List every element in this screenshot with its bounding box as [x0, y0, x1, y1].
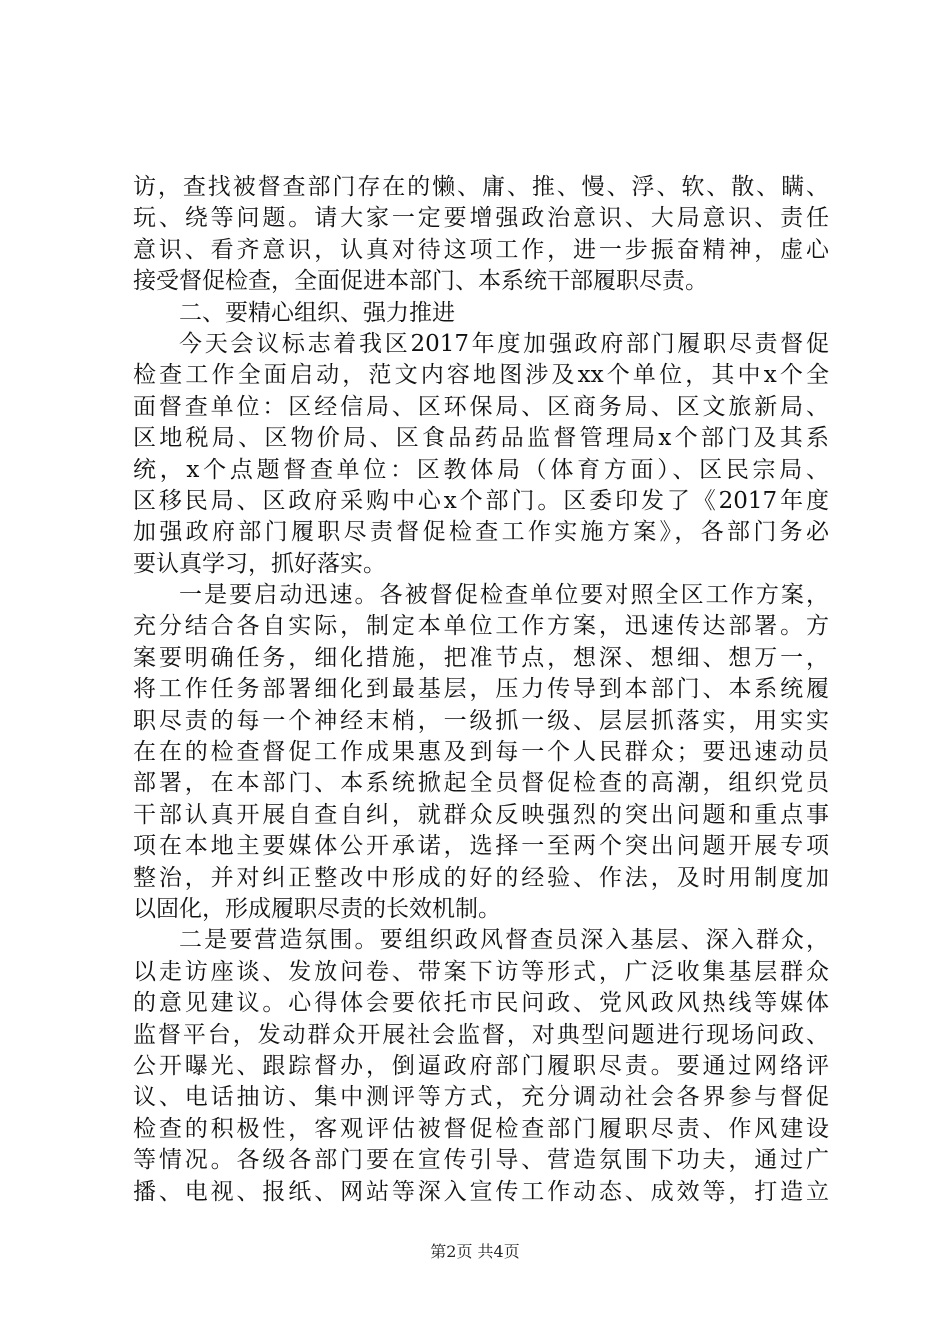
- text-line: 区移民局、区政府采购中心x个部门。区委印发了《2017年度: [133, 487, 829, 514]
- text-line: 监督平台，发动群众开展社会监督，对典型问题进行现场问政、: [133, 1021, 829, 1048]
- text-line: 整治，并对纠正整改中形成的好的经验、作法，及时用制度加: [133, 864, 829, 891]
- text-line: 播、电视、报纸、网站等深入宣传工作动态、成效等，打造立: [133, 1178, 829, 1205]
- text-line: 以固化，形成履职尽责的长效机制。: [133, 895, 501, 922]
- page-footer: 第2页 共4页: [430, 1242, 520, 1261]
- text-line: 意识、看齐意识，认真对待这项工作，进一步振奋精神，虚心: [133, 236, 829, 263]
- text-line: 的意见建议。心得体会要依托市民问政、党风政风热线等媒体: [133, 990, 829, 1017]
- text-line: 统，x个点题督查单位：区教体局（体育方面）、区民宗局、: [133, 456, 829, 483]
- text-line: 公开曝光、跟踪督办，倒逼政府部门履职尽责。要通过网络评: [133, 1052, 829, 1079]
- document-body: [133, 172, 829, 1208]
- text-line: 案要明确任务，细化措施，把准节点，想深、想细、想万一，: [133, 644, 829, 671]
- text-line: 在在的检查督促工作成果惠及到每一个人民群众；要迅速动员: [133, 739, 829, 766]
- text-line: 二、要精心组织、强力推进: [179, 299, 455, 326]
- text-line: 将工作任务部署细化到最基层，压力传导到本部门、本系统履: [133, 676, 829, 703]
- text-line: 面督查单位：区经信局、区环保局、区商务局、区文旅新局、: [133, 393, 829, 420]
- text-line: 等情况。各级各部门要在宣传引导、营造氛围下功夫，通过广: [133, 1147, 829, 1174]
- text-line: 区地税局、区物价局、区食品药品监督管理局x个部门及其系: [133, 425, 829, 452]
- text-line: 玩、绕等问题。请大家一定要增强政治意识、大局意识、责任: [133, 205, 829, 232]
- text-line: 二是要营造氛围。要组织政风督查员深入基层、深入群众，: [179, 927, 829, 954]
- text-line: 要认真学习，抓好落实。: [133, 550, 386, 577]
- text-line: 一是要启动迅速。各被督促检查单位要对照全区工作方案，: [179, 582, 829, 609]
- text-line: 议、电话抽访、集中测评等方式，充分调动社会各界参与督促: [133, 1084, 829, 1111]
- text-line: 项在本地主要媒体公开承诺，选择一至两个突出问题开展专项: [133, 833, 829, 860]
- text-line: 今天会议标志着我区2017年度加强政府部门履职尽责督促: [179, 330, 829, 357]
- text-line: 检查的积极性，客观评估被督促检查部门履职尽责、作风建设: [133, 1115, 829, 1142]
- text-line: 加强政府部门履职尽责督促检查工作实施方案》，各部门务必: [133, 519, 829, 546]
- text-line: 接受督促检查，全面促进本部门、本系统干部履职尽责。: [133, 268, 708, 295]
- text-line: 职尽责的每一个神经末梢，一级抓一级、层层抓落实，用实实: [133, 707, 829, 734]
- text-line: 检查工作全面启动，范文内容地图涉及xx个单位，其中x个全: [133, 362, 829, 389]
- text-line: 干部认真开展自查自纠，就群众反映强烈的突出问题和重点事: [133, 801, 829, 828]
- text-line: 充分结合各自实际，制定本单位工作方案，迅速传达部署。方: [133, 613, 829, 640]
- text-line: 访，查找被督查部门存在的懒、庸、推、慢、浮、软、散、瞒、: [133, 174, 829, 200]
- text-line: 部署，在本部门、本系统掀起全员督促检查的高潮，组织党员: [133, 770, 829, 797]
- text-line: 以走访座谈、发放问卷、带案下访等形式，广泛收集基层群众: [133, 958, 829, 985]
